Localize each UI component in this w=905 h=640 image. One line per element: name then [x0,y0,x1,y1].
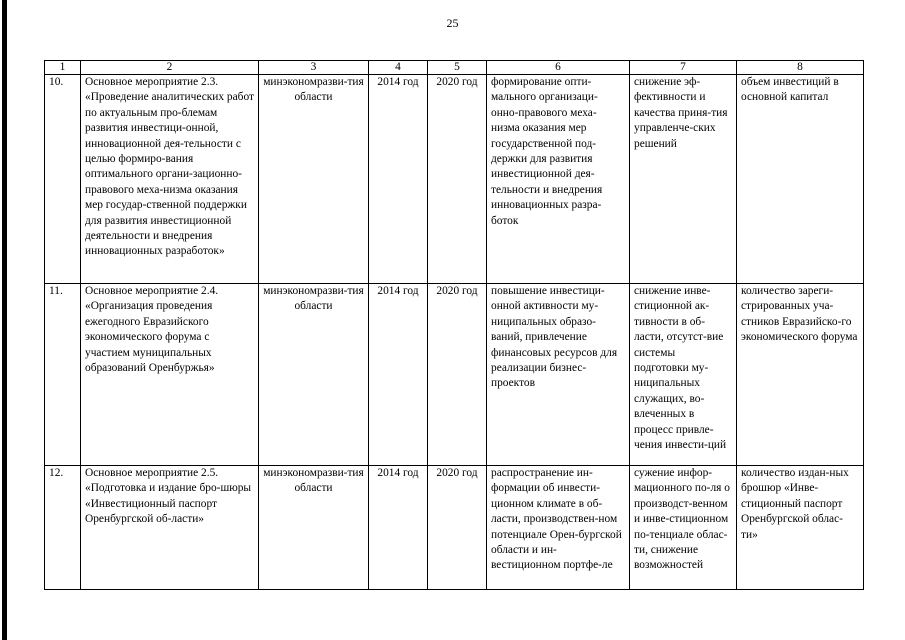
target-indicator: количество издан-ных брошюр «Инве-стиционный паспорт Оренбургской облас-ти» [737,466,864,590]
activity-name: Основное мероприятие 2.5. «Подготовка и издание бро-шюры «Инвестиционный паспорт Оренбургской об-ласти» [81,466,259,590]
start-year: 2014 год [369,466,428,590]
non-implementation-consequence: снижение инве-стиционной ак-тивности в об-ласти, отсутст-вие системы подготовки му-ниципальных служащих, во-влеченных в процесс привле-чения инвести-ций [630,284,737,466]
target-indicator: объем инвестиций в основной капитал [737,75,864,284]
end-year: 2020 год [428,466,487,590]
end-year: 2020 год [428,75,487,284]
column-header: 2 [81,61,259,75]
header-row [45,61,864,75]
column-header: 8 [737,61,864,75]
expected-result: распространение ин-формации об инвести-ционном климате в об-ласти, производствен-ном потенциале Орен-бургской области и ин-вестиционном портфе-ле [487,466,630,590]
activity-name: Основное мероприятие 2.4. «Организация проведения ежегодного Евразийского экономического форума с участием муниципальных образований Оренбуржья» [81,284,259,466]
row-number: 12. [45,466,81,590]
non-implementation-consequence: сужение инфор-мационного по-ля о производст-венном и инве-стиционном по-тенциале облас-ти, снижение возможностей [630,466,737,590]
expected-result: повышение инвестици-онной активности му-ниципальных образо-ваний, привлечение финансовых ресурсов для реализации бизнес-проектов [487,284,630,466]
column-header: 5 [428,61,487,75]
activity-name: Основное мероприятие 2.3. «Проведение аналитических работ по актуальным про-блемам развития инвестици-онной, инновационной дея-тельности с целью формиро-вания оптимального органи-зационно-правового меха-низма оказания мер государ-ственной поддержки для развития инвестиционной деятельности и внедрения инновационных разработок» [81,75,259,284]
column-header: 3 [259,61,369,75]
start-year: 2014 год [369,284,428,466]
column-header: 6 [487,61,630,75]
column-header: 1 [45,61,81,75]
responsible-executor: минэкономразви-тия области [259,466,369,590]
page-number: 25 [446,16,459,30]
column-header: 7 [630,61,737,75]
table-row [45,466,864,590]
table-row [45,75,864,284]
expected-result: формирование опти-мального организаци-онно-правового меха-низма оказания мер государственной под-держки для развития инвестиционной дея-тельности и внедрения инновационных разра-боток [487,75,630,284]
program-activities-table [44,60,864,590]
left-margin-bar [2,0,7,640]
non-implementation-consequence: снижение эф-фективности и качества приня-тия управленче-ских решений [630,75,737,284]
row-number: 10. [45,75,81,284]
column-header: 4 [369,61,428,75]
target-indicator: количество зареги-стрированных уча-стников Евразийско-го экономического форума [737,284,864,466]
start-year: 2014 год [369,75,428,284]
responsible-executor: минэкономразви-тия области [259,284,369,466]
table-row [45,284,864,466]
end-year: 2020 год [428,284,487,466]
responsible-executor: минэкономразви-тия области [259,75,369,284]
row-number: 11. [45,284,81,466]
